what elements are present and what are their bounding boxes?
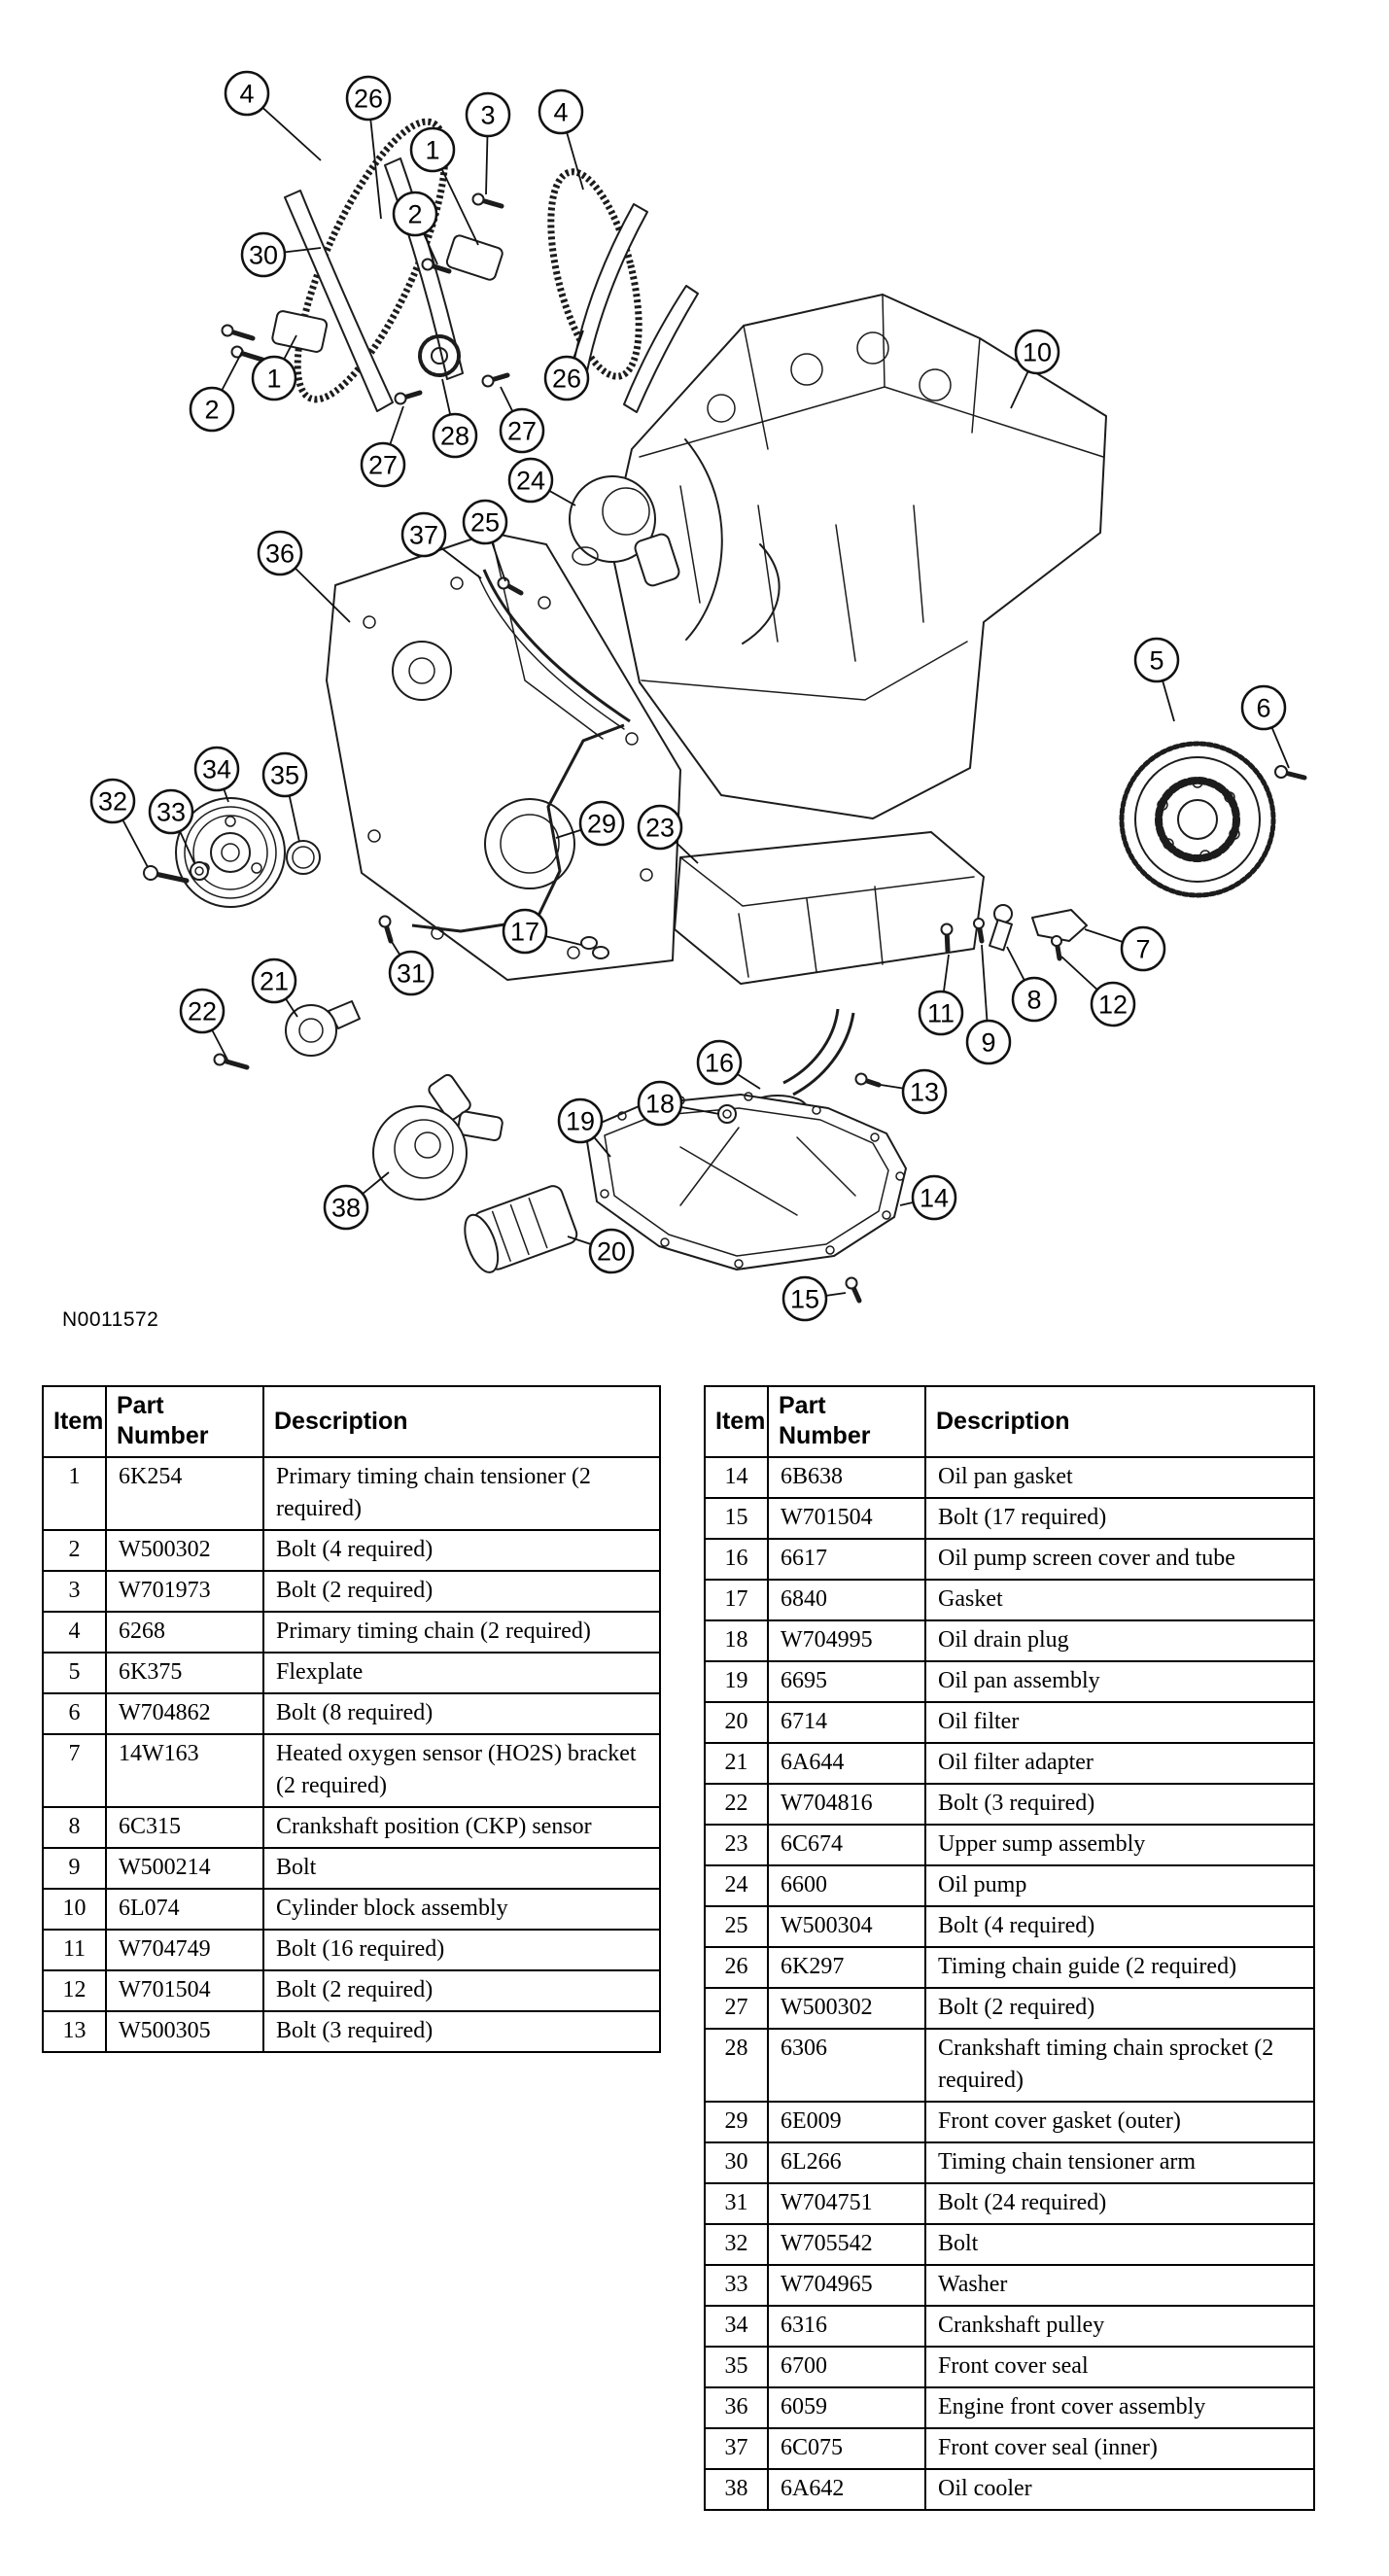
description: Oil cooler xyxy=(925,2469,1314,2510)
description: Engine front cover assembly xyxy=(925,2387,1314,2428)
callout-24 xyxy=(509,459,575,505)
column-header-part-number: Part Number xyxy=(768,1386,925,1457)
part-number: 6L266 xyxy=(768,2142,925,2183)
table-row-item-13 xyxy=(43,2011,660,2052)
description: Washer xyxy=(925,2265,1314,2306)
item-number: 32 xyxy=(705,2224,768,2265)
description: Bolt xyxy=(263,1848,660,1889)
table-header-row xyxy=(705,1386,1314,1457)
part-number: 6K297 xyxy=(768,1947,925,1988)
column-header-item: Item xyxy=(705,1386,768,1457)
description: Oil pan assembly xyxy=(925,1661,1314,1702)
svg-text:30: 30 xyxy=(248,240,279,270)
callout-6 xyxy=(1242,686,1289,768)
svg-text:26: 26 xyxy=(551,364,582,394)
item-number: 18 xyxy=(705,1620,768,1661)
svg-text:5: 5 xyxy=(1149,645,1164,676)
item-number: 28 xyxy=(705,2029,768,2102)
callout-3 xyxy=(467,93,509,194)
parts-table-items-1-13 xyxy=(42,1385,661,2053)
table-row-item-11 xyxy=(43,1930,660,1970)
table-row-item-8 xyxy=(43,1807,660,1848)
table-row-item-30 xyxy=(705,2142,1314,2183)
item-number: 5 xyxy=(43,1653,106,1693)
svg-text:17: 17 xyxy=(509,917,540,947)
item-number: 11 xyxy=(43,1930,106,1970)
callout-13 xyxy=(881,1070,946,1113)
svg-text:32: 32 xyxy=(97,786,128,817)
svg-text:24: 24 xyxy=(515,466,546,496)
upper-sump-sketch xyxy=(675,832,984,984)
description: Upper sump assembly xyxy=(925,1825,1314,1865)
table-row-item-37 xyxy=(705,2428,1314,2469)
item-number: 9 xyxy=(43,1848,106,1889)
svg-text:8: 8 xyxy=(1026,985,1042,1015)
description: Front cover seal xyxy=(925,2347,1314,2387)
table-row-item-7 xyxy=(43,1734,660,1807)
part-number: W704995 xyxy=(768,1620,925,1661)
item-number: 20 xyxy=(705,1702,768,1743)
parts-table-items-14-38 xyxy=(704,1385,1315,2511)
table-row-item-27 xyxy=(705,1988,1314,2029)
svg-text:37: 37 xyxy=(408,520,439,550)
part-number: 6268 xyxy=(106,1612,263,1653)
oil-filter-sketch xyxy=(458,1183,579,1276)
table-row-item-14 xyxy=(705,1457,1314,1498)
svg-text:16: 16 xyxy=(704,1048,735,1078)
svg-text:4: 4 xyxy=(239,79,255,109)
part-number: 6K375 xyxy=(106,1653,263,1693)
description: Bolt (4 required) xyxy=(925,1906,1314,1947)
part-number: 6600 xyxy=(768,1865,925,1906)
flexplate-sketch xyxy=(1122,744,1273,895)
description: Flexplate xyxy=(263,1653,660,1693)
svg-text:20: 20 xyxy=(596,1236,627,1267)
svg-text:19: 19 xyxy=(565,1106,596,1136)
item-number: 2 xyxy=(43,1530,106,1571)
table-row-item-6 xyxy=(43,1693,660,1734)
callout-8 xyxy=(1007,947,1056,1021)
svg-text:27: 27 xyxy=(506,416,538,446)
svg-text:15: 15 xyxy=(789,1284,820,1314)
part-number: 6C315 xyxy=(106,1807,263,1848)
table-row-item-5 xyxy=(43,1653,660,1693)
item-number: 13 xyxy=(43,2011,106,2052)
svg-text:14: 14 xyxy=(919,1183,950,1213)
svg-text:29: 29 xyxy=(586,809,617,839)
part-number: W500304 xyxy=(768,1906,925,1947)
description: Heated oxygen sensor (HO2S) bracket (2 required) xyxy=(263,1734,660,1807)
table-row-item-20 xyxy=(705,1702,1314,1743)
description: Timing chain guide (2 required) xyxy=(925,1947,1314,1988)
item-number: 27 xyxy=(705,1988,768,2029)
part-number: W704862 xyxy=(106,1693,263,1734)
description: Crankshaft pulley xyxy=(925,2306,1314,2347)
table-row-item-21 xyxy=(705,1743,1314,1784)
svg-text:11: 11 xyxy=(926,998,955,1028)
table-row-item-4 xyxy=(43,1612,660,1653)
description: Bolt (4 required) xyxy=(263,1530,660,1571)
callout-12 xyxy=(1061,957,1134,1026)
table-row-item-17 xyxy=(705,1580,1314,1620)
table-row-item-33 xyxy=(705,2265,1314,2306)
engine-exploded-sketch xyxy=(144,105,1304,1301)
svg-text:3: 3 xyxy=(480,100,496,130)
svg-text:21: 21 xyxy=(259,966,290,996)
svg-text:22: 22 xyxy=(187,996,218,1027)
svg-text:6: 6 xyxy=(1256,693,1271,723)
description: Gasket xyxy=(925,1580,1314,1620)
column-header-description: Description xyxy=(263,1386,660,1457)
column-header-part-number: Part Number xyxy=(106,1386,263,1457)
crank-pulley-sketch xyxy=(176,798,320,907)
part-number: 6C674 xyxy=(768,1825,925,1865)
description: Oil pump xyxy=(925,1865,1314,1906)
svg-text:36: 36 xyxy=(264,539,295,569)
item-number: 23 xyxy=(705,1825,768,1865)
callout-21 xyxy=(253,959,297,1017)
svg-text:38: 38 xyxy=(330,1193,362,1223)
oil-cooler-sketch xyxy=(373,1073,504,1200)
table-row-item-25 xyxy=(705,1906,1314,1947)
svg-text:13: 13 xyxy=(909,1077,940,1107)
part-number: W500214 xyxy=(106,1848,263,1889)
svg-text:25: 25 xyxy=(469,507,501,538)
description: Cylinder block assembly xyxy=(263,1889,660,1930)
description: Bolt (2 required) xyxy=(263,1970,660,2011)
table-row-item-34 xyxy=(705,2306,1314,2347)
svg-text:10: 10 xyxy=(1022,337,1053,367)
description: Bolt (16 required) xyxy=(263,1930,660,1970)
part-number: W500305 xyxy=(106,2011,263,2052)
description: Bolt (2 required) xyxy=(925,1988,1314,2029)
table-row-item-18 xyxy=(705,1620,1314,1661)
description: Bolt (8 required) xyxy=(263,1693,660,1734)
part-number: 6L074 xyxy=(106,1889,263,1930)
description: Timing chain tensioner arm xyxy=(925,2142,1314,2183)
part-number: W705542 xyxy=(768,2224,925,2265)
part-number: W500302 xyxy=(768,1988,925,2029)
svg-text:31: 31 xyxy=(396,958,427,989)
callout-11 xyxy=(920,955,962,1034)
item-number: 3 xyxy=(43,1571,106,1612)
part-number: 6E009 xyxy=(768,2102,925,2142)
part-number: 14W163 xyxy=(106,1734,263,1807)
callout-4 xyxy=(226,72,321,160)
table-row-item-28 xyxy=(705,2029,1314,2102)
table-row-item-16 xyxy=(705,1539,1314,1580)
table-row-item-23 xyxy=(705,1825,1314,1865)
part-number: W701973 xyxy=(106,1571,263,1612)
description: Primary timing chain (2 required) xyxy=(263,1612,660,1653)
item-number: 33 xyxy=(705,2265,768,2306)
item-number: 24 xyxy=(705,1865,768,1906)
part-number: W704751 xyxy=(768,2183,925,2224)
item-number: 36 xyxy=(705,2387,768,2428)
item-number: 16 xyxy=(705,1539,768,1580)
description: Crankshaft timing chain sprocket (2 required) xyxy=(925,2029,1314,2102)
callout-2 xyxy=(191,350,243,431)
svg-text:12: 12 xyxy=(1097,990,1129,1020)
table-row-item-38 xyxy=(705,2469,1314,2510)
item-number: 38 xyxy=(705,2469,768,2510)
description: Oil pump screen cover and tube xyxy=(925,1539,1314,1580)
item-number: 8 xyxy=(43,1807,106,1848)
description: Bolt (24 required) xyxy=(925,2183,1314,2224)
item-number: 26 xyxy=(705,1947,768,1988)
item-number: 35 xyxy=(705,2347,768,2387)
part-number: W704965 xyxy=(768,2265,925,2306)
item-number: 19 xyxy=(705,1661,768,1702)
table-row-item-29 xyxy=(705,2102,1314,2142)
table-row-item-32 xyxy=(705,2224,1314,2265)
table-header-row xyxy=(43,1386,660,1457)
part-number: W500302 xyxy=(106,1530,263,1571)
part-number: 6840 xyxy=(768,1580,925,1620)
table-row-item-3 xyxy=(43,1571,660,1612)
table-row-item-12 xyxy=(43,1970,660,2011)
callout-7 xyxy=(1085,927,1164,970)
svg-text:1: 1 xyxy=(425,135,440,165)
table-row-item-26 xyxy=(705,1947,1314,1988)
svg-text:2: 2 xyxy=(407,199,423,229)
part-number: 6306 xyxy=(768,2029,925,2102)
column-header-item: Item xyxy=(43,1386,106,1457)
part-number: 6714 xyxy=(768,1702,925,1743)
table-row-item-10 xyxy=(43,1889,660,1930)
table-row-item-19 xyxy=(705,1661,1314,1702)
description: Primary timing chain tensioner (2 required) xyxy=(263,1457,660,1530)
callout-31 xyxy=(389,937,433,994)
callout-16 xyxy=(698,1041,760,1089)
part-number: 6B638 xyxy=(768,1457,925,1498)
callout-34 xyxy=(195,748,238,802)
description: Bolt (17 required) xyxy=(925,1498,1314,1539)
description: Front cover seal (inner) xyxy=(925,2428,1314,2469)
item-number: 31 xyxy=(705,2183,768,2224)
description: Bolt (3 required) xyxy=(925,1784,1314,1825)
part-number: W704749 xyxy=(106,1930,263,1970)
description: Oil drain plug xyxy=(925,1620,1314,1661)
part-number: W701504 xyxy=(768,1498,925,1539)
callout-15 xyxy=(783,1277,846,1320)
oil-pan-sketch xyxy=(585,1093,906,1270)
table-row-item-31 xyxy=(705,2183,1314,2224)
svg-text:33: 33 xyxy=(156,797,187,827)
svg-text:26: 26 xyxy=(353,84,384,114)
sensor-bracket-sketch xyxy=(990,905,1087,950)
oil-filter-adapter-sketch xyxy=(286,1001,360,1056)
item-number: 6 xyxy=(43,1693,106,1734)
item-number: 29 xyxy=(705,2102,768,2142)
table-row-item-2 xyxy=(43,1530,660,1571)
item-number: 7 xyxy=(43,1734,106,1807)
item-number: 12 xyxy=(43,1970,106,2011)
svg-text:9: 9 xyxy=(981,1027,996,1058)
table-row-item-24 xyxy=(705,1865,1314,1906)
callout-22 xyxy=(181,990,227,1060)
table-row-item-35 xyxy=(705,2347,1314,2387)
callout-9 xyxy=(967,945,1010,1063)
callout-14 xyxy=(900,1176,955,1219)
table-row-item-1 xyxy=(43,1457,660,1530)
item-number: 17 xyxy=(705,1580,768,1620)
description: Crankshaft position (CKP) sensor xyxy=(263,1807,660,1848)
part-number: 6A642 xyxy=(768,2469,925,2510)
callout-27 xyxy=(501,387,543,452)
svg-text:23: 23 xyxy=(644,813,676,843)
svg-text:2: 2 xyxy=(204,395,220,425)
item-number: 4 xyxy=(43,1612,106,1653)
callout-5 xyxy=(1135,639,1178,721)
description: Oil filter adapter xyxy=(925,1743,1314,1784)
table-row-item-22 xyxy=(705,1784,1314,1825)
svg-text:35: 35 xyxy=(269,760,300,790)
item-number: 22 xyxy=(705,1784,768,1825)
svg-text:4: 4 xyxy=(553,97,569,127)
callout-32 xyxy=(91,780,148,867)
table-row-item-36 xyxy=(705,2387,1314,2428)
description: Oil filter xyxy=(925,1702,1314,1743)
part-number: 6059 xyxy=(768,2387,925,2428)
figure-number-label: N0011572 xyxy=(62,1308,159,1331)
item-number: 21 xyxy=(705,1743,768,1784)
svg-text:34: 34 xyxy=(201,754,232,784)
callout-28 xyxy=(434,379,476,457)
description: Bolt xyxy=(925,2224,1314,2265)
svg-text:1: 1 xyxy=(266,364,282,394)
table-row-item-9 xyxy=(43,1848,660,1889)
description: Front cover gasket (outer) xyxy=(925,2102,1314,2142)
description: Bolt (2 required) xyxy=(263,1571,660,1612)
part-number: W701504 xyxy=(106,1970,263,2011)
part-number: 6700 xyxy=(768,2347,925,2387)
item-number: 15 xyxy=(705,1498,768,1539)
item-number: 37 xyxy=(705,2428,768,2469)
column-header-description: Description xyxy=(925,1386,1314,1457)
part-number: W704816 xyxy=(768,1784,925,1825)
callout-36 xyxy=(259,532,350,622)
item-number: 30 xyxy=(705,2142,768,2183)
callout-27 xyxy=(362,406,404,486)
svg-text:7: 7 xyxy=(1135,934,1151,964)
part-number: 6C075 xyxy=(768,2428,925,2469)
item-number: 1 xyxy=(43,1457,106,1530)
callout-38 xyxy=(325,1172,389,1229)
item-number: 25 xyxy=(705,1906,768,1947)
description: Oil pan gasket xyxy=(925,1457,1314,1498)
svg-text:18: 18 xyxy=(644,1089,676,1119)
svg-text:27: 27 xyxy=(367,450,399,480)
part-number: 6K254 xyxy=(106,1457,263,1530)
part-number: 6617 xyxy=(768,1539,925,1580)
part-number: 6695 xyxy=(768,1661,925,1702)
svg-text:28: 28 xyxy=(439,421,470,451)
item-number: 10 xyxy=(43,1889,106,1930)
description: Bolt (3 required) xyxy=(263,2011,660,2052)
part-number: 6316 xyxy=(768,2306,925,2347)
part-number: 6A644 xyxy=(768,1743,925,1784)
item-number: 14 xyxy=(705,1457,768,1498)
table-row-item-15 xyxy=(705,1498,1314,1539)
item-number: 34 xyxy=(705,2306,768,2347)
